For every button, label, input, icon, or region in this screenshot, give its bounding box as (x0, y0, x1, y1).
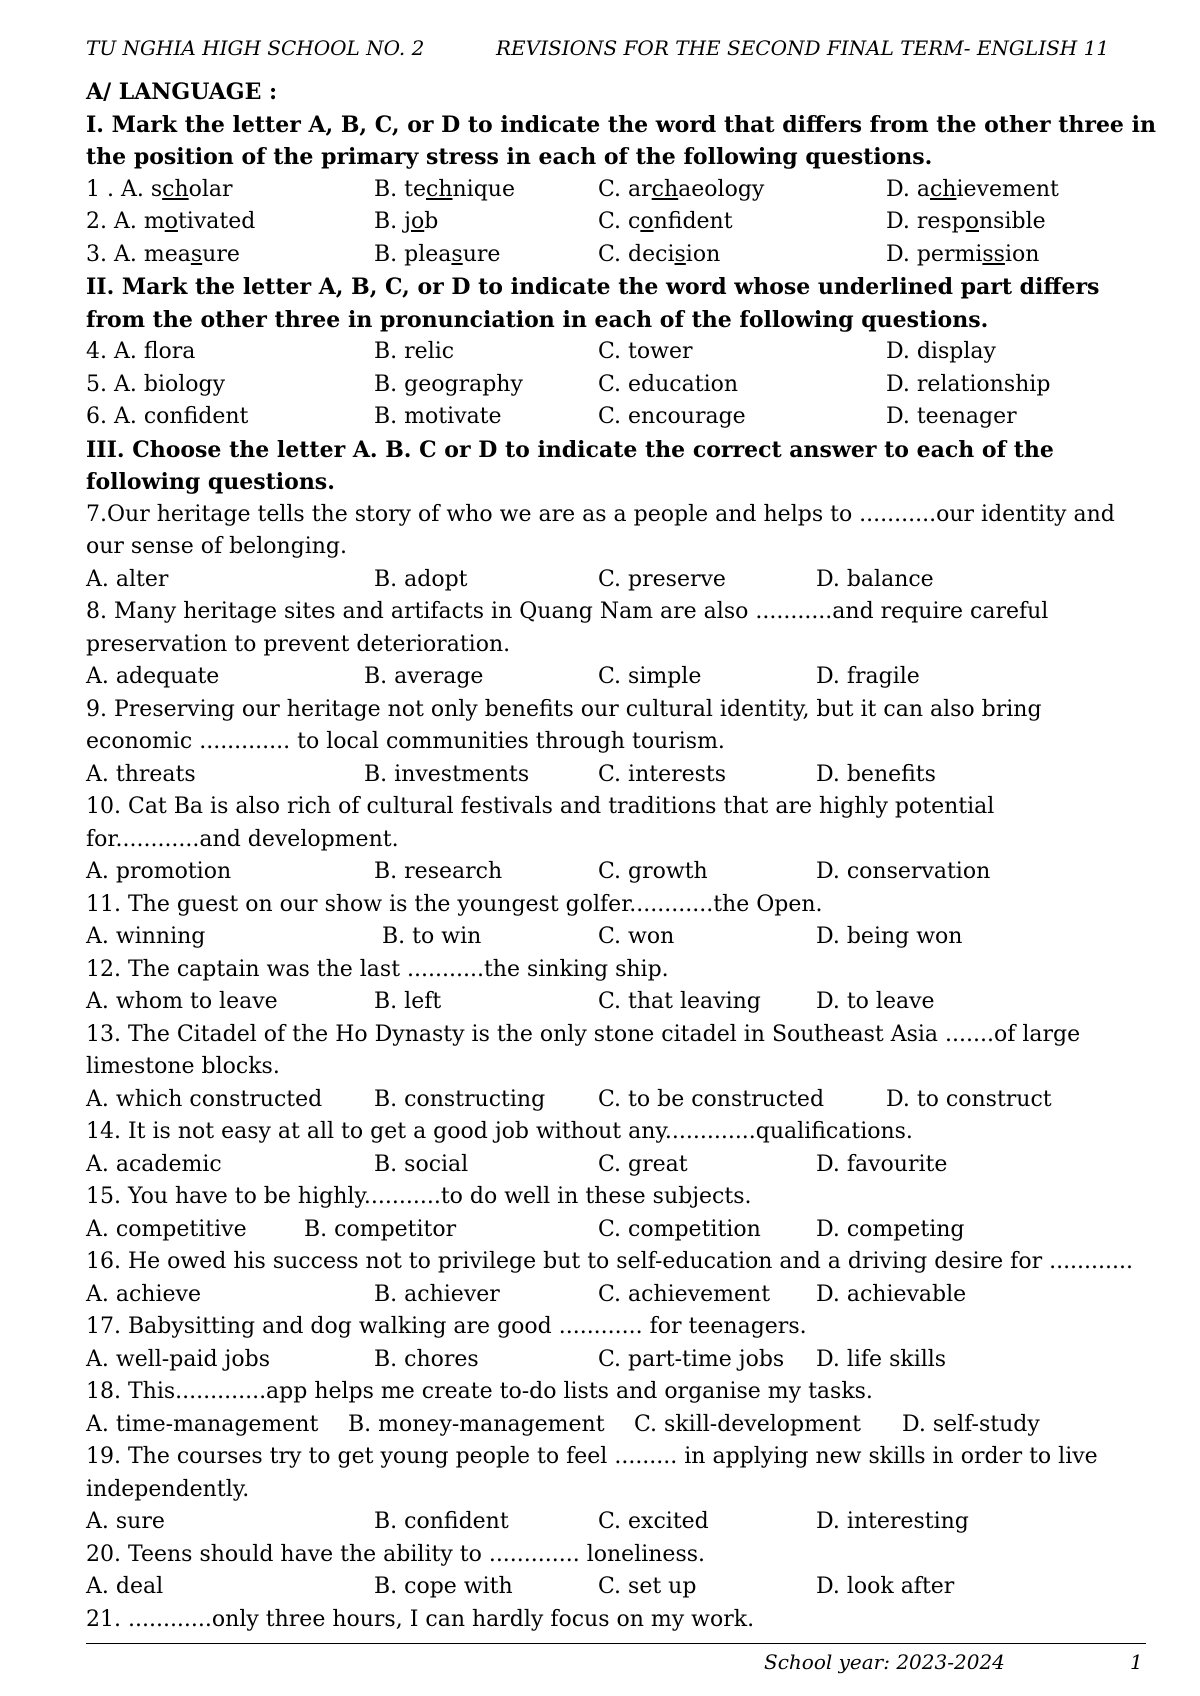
option-b: B. adopt (374, 566, 468, 592)
option-b: B. chores (374, 1346, 479, 1372)
option-d: D. interesting (816, 1509, 969, 1534)
part-3-instruction: III. Choose the letter A. B. C or D to indicate the correct answer to each of the (86, 436, 1054, 463)
question-3-options (86, 239, 1136, 272)
option-b: B. to win (382, 924, 482, 949)
option-a: A. competitive (86, 1216, 247, 1242)
option-b: B. social (374, 1151, 469, 1177)
question-2-options (86, 206, 1136, 239)
question-19-options (86, 1506, 1136, 1539)
question-16-options (86, 1279, 1136, 1312)
question-9-options (86, 759, 1136, 792)
option-b: B. motivate (374, 404, 502, 429)
school-year: School year: 2023-2024 (764, 1650, 1005, 1674)
option-d: D. favourite (816, 1151, 948, 1177)
option-c: C. tower (598, 339, 693, 364)
option-b: B. pleasure (374, 241, 501, 267)
option-b: B. relic (374, 339, 455, 364)
school-name: TU NGHIA HIGH SCHOOL NO. 2 (86, 36, 425, 60)
question-15-stem: 15. You have to be highly...........to do well in these subjects. (86, 1184, 752, 1209)
question-21-stem: 21. ............only three hours, I can hardly focus on my work. (86, 1606, 755, 1632)
option-b: B. money-management (348, 1411, 605, 1437)
option-d: D. self-study (902, 1411, 1040, 1437)
page-header (86, 36, 1126, 66)
option-c: C. archaeology (598, 176, 765, 202)
option-a: A. which constructed (86, 1086, 323, 1112)
question-19-stem: 19. The courses try to get young people to feel ......... in applying new skills in order to live (86, 1444, 1098, 1469)
option-b: B. investments (364, 761, 530, 787)
question-17-options (86, 1344, 1136, 1377)
option-c: C. growth (598, 859, 708, 884)
option-c: C. part-time jobs (598, 1346, 785, 1372)
question-5-options (86, 369, 1136, 402)
option-c: C. set up (598, 1574, 697, 1599)
option-b: B. geography (374, 371, 523, 397)
option-c: C. encourage (598, 404, 746, 429)
part-2-instruction-cont: from the other three in pronunciation in each of the following questions. (86, 306, 989, 333)
option-a: A. alter (86, 566, 169, 592)
option-b: B. constructing (374, 1086, 546, 1112)
option-d: D. look after (816, 1574, 955, 1599)
option-c: C. confident (598, 209, 733, 234)
option-b: B. left (374, 989, 442, 1014)
part-1-instruction-cont: the position of the primary stress in each of the following questions. (86, 144, 933, 170)
option-b: B. job (374, 209, 439, 234)
option-d: D. balance (816, 566, 934, 592)
option-a: 1 . A. scholar (86, 176, 233, 202)
question-14-options (86, 1149, 1136, 1182)
option-a: A. adequate (86, 664, 220, 689)
option-b: B. average (364, 664, 484, 689)
option-d: D. to leave (816, 989, 935, 1014)
question-10-options (86, 856, 1136, 889)
option-d: D. achievement (886, 176, 1059, 202)
option-a: 2. A. motivated (86, 209, 256, 234)
option-c: C. great (598, 1151, 688, 1177)
question-17-stem: 17. Babysitting and dog walking are good ............ for teenagers. (86, 1314, 807, 1339)
option-a: 3. A. measure (86, 241, 240, 267)
option-b: B. competitor (304, 1216, 457, 1242)
option-a: A. time-management (86, 1411, 319, 1437)
option-a: A. academic (86, 1151, 222, 1177)
option-d: D. permission (886, 241, 1040, 267)
part-3-instruction-cont: following questions. (86, 469, 335, 495)
option-a: 6. A. confident (86, 404, 249, 429)
option-c: C. competition (598, 1216, 761, 1242)
option-a: A. well-paid jobs (86, 1346, 270, 1372)
option-a: A. sure (86, 1509, 165, 1534)
option-a: 4. A. flora (86, 339, 196, 364)
question-13-stem: 13. The Citadel of the Ho Dynasty is the only stone citadel in Southeast Asia .......of large (86, 1021, 1081, 1047)
option-a: A. threats (86, 761, 196, 787)
question-11-options (86, 921, 1136, 954)
option-d: D. relationship (886, 371, 1051, 397)
question-10-stem: 10. Cat Ba is also rich of cultural festivals and traditions that are highly potential (86, 794, 995, 819)
option-d: D. life skills (816, 1346, 947, 1372)
option-d: D. conservation (816, 859, 991, 884)
question-18-stem: 18. This.............app helps me create to-do lists and organise my tasks. (86, 1379, 873, 1404)
question-8-stem-cont: preservation to prevent deterioration. (86, 631, 511, 657)
question-13-stem-cont: limestone blocks. (86, 1054, 280, 1079)
option-a: A. winning (86, 924, 206, 949)
question-13-options (86, 1084, 1136, 1117)
option-c: C. excited (598, 1509, 709, 1534)
option-d: D. teenager (886, 404, 1017, 429)
section-heading: A/ LANGUAGE : (86, 79, 278, 105)
question-20-stem: 20. Teens should have the ability to ............. loneliness. (86, 1541, 706, 1567)
question-6-options (86, 401, 1136, 434)
question-7-stem-cont: our sense of belonging. (86, 534, 348, 559)
page-number: 1 (1130, 1650, 1143, 1674)
option-c: C. preserve (598, 566, 726, 592)
question-7-options (86, 564, 1136, 597)
option-c: C. interests (598, 761, 727, 787)
option-d: D. responsible (886, 209, 1046, 234)
question-1-options (86, 174, 1136, 207)
question-4-options (86, 336, 1136, 369)
part-1-instruction: I. Mark the letter A, B, C, or D to indicate the word that differs from the other three in (86, 111, 1156, 138)
option-d: D. being won (816, 924, 963, 949)
option-b: B. achiever (374, 1281, 500, 1307)
option-c: C. education (598, 371, 739, 397)
question-15-options (86, 1214, 1136, 1247)
question-7-stem: 7.Our heritage tells the story of who we are as a people and helps to ...........our identity and (86, 501, 1115, 527)
option-c: C. achievement (598, 1281, 771, 1307)
option-c: C. simple (598, 664, 702, 689)
question-8-stem: 8. Many heritage sites and artifacts in Quang Nam are also ...........and require careful (86, 599, 1049, 624)
option-a: A. achieve (86, 1281, 201, 1307)
option-d: D. benefits (816, 761, 936, 787)
option-a: A. whom to leave (86, 989, 278, 1014)
option-d: D. achievable (816, 1281, 967, 1307)
question-8-options (86, 661, 1136, 694)
option-c: C. won (598, 924, 675, 949)
question-9-stem: 9. Preserving our heritage not only benefits our cultural identity, but it can also bring (86, 696, 1042, 722)
option-d: D. to construct (886, 1086, 1052, 1112)
option-c: C. to be constructed (598, 1086, 825, 1112)
page-footer (86, 1643, 1146, 1684)
question-14-stem: 14. It is not easy at all to get a good job without any.............qualifications. (86, 1119, 913, 1144)
question-12-stem: 12. The captain was the last ...........the sinking ship. (86, 956, 669, 982)
document-body (86, 76, 1156, 1636)
question-16-stem: 16. He owed his success not to privilege but to self-education and a driving desire for ............ (86, 1249, 1133, 1274)
question-20-options (86, 1571, 1136, 1604)
question-9-stem-cont: economic ............. to local communities through tourism. (86, 729, 725, 754)
option-c: C. skill-development (634, 1411, 862, 1437)
question-10-stem-cont: for............and development. (86, 826, 399, 852)
question-11-stem: 11. The guest on our show is the youngest golfer............the Open. (86, 891, 823, 917)
part-2-instruction: II. Mark the letter A, B, C, or D to indicate the word whose underlined part differs (86, 274, 1100, 300)
option-b: B. confident (374, 1509, 509, 1534)
option-c: C. that leaving (598, 989, 761, 1014)
option-b: B. technique (374, 176, 515, 202)
option-b: B. cope with (374, 1574, 513, 1599)
option-a: A. deal (86, 1574, 164, 1599)
question-18-options (86, 1409, 1136, 1442)
option-d: D. display (886, 339, 996, 364)
question-19-stem-cont: independently. (86, 1476, 250, 1502)
option-a: A. promotion (86, 859, 232, 884)
option-d: D. competing (816, 1216, 965, 1242)
option-a: 5. A. biology (86, 371, 226, 397)
option-b: B. research (374, 859, 503, 884)
option-d: D. fragile (816, 664, 920, 689)
option-c: C. decision (598, 241, 721, 267)
question-12-options (86, 986, 1136, 1019)
document-title: REVISIONS FOR THE SECOND FINAL TERM- ENGLISH 11 (496, 36, 1110, 60)
